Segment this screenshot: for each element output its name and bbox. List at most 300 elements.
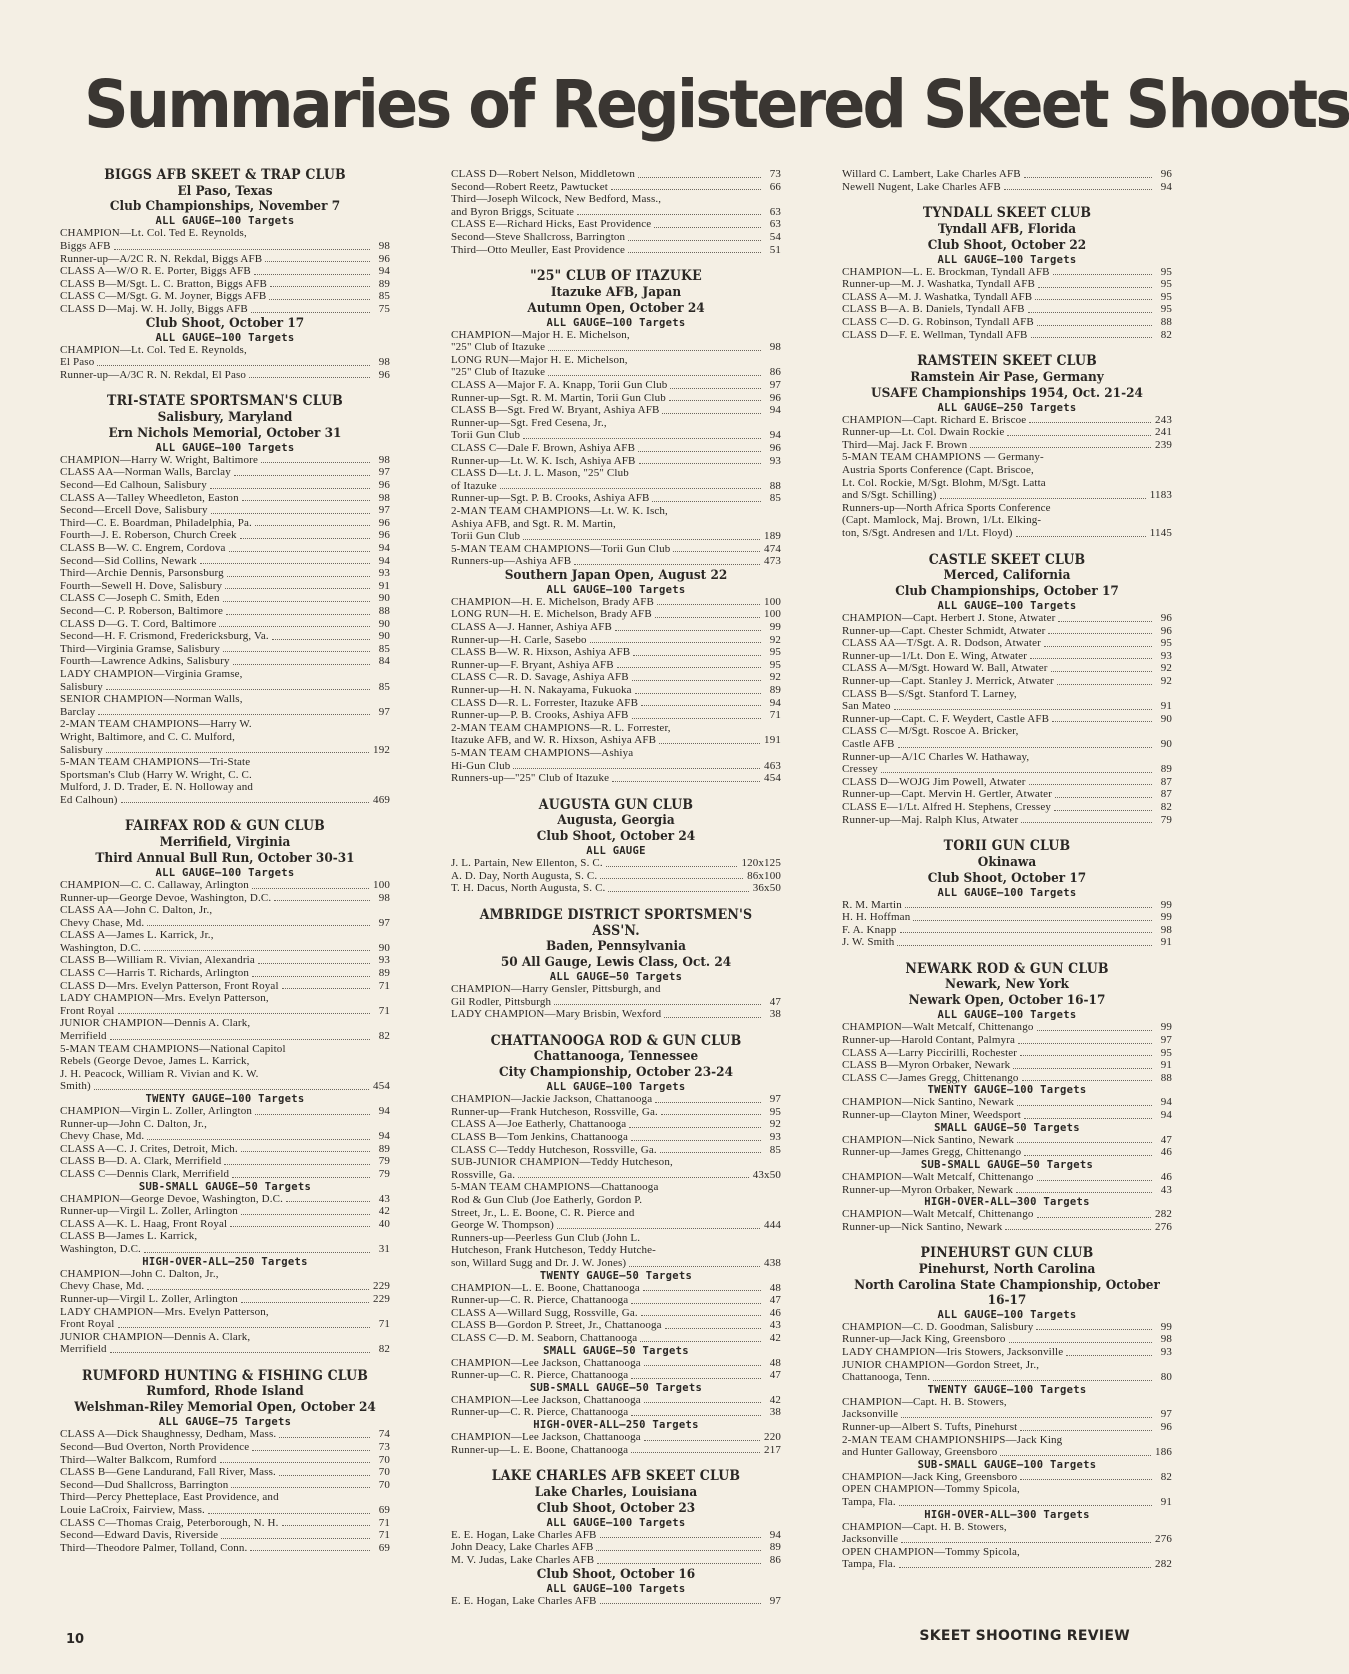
entry-score: 79 [1160,813,1172,826]
result-entry [60,980,390,993]
event-subheading: Club Shoot, October 23 [536,1500,696,1516]
dot-leader [673,551,760,552]
dot-leader [901,1542,1151,1543]
dot-leader [249,377,370,378]
dot-leader [900,932,1152,933]
entry-score: 82 [1160,328,1172,341]
dot-leader [518,1177,749,1178]
entry-text: Second—Bud Overton, North Providence [60,1440,250,1453]
entry-score: 463 [764,759,781,772]
entry-text: CHAMPION—L. E. Boone, Chattanooga [451,1281,640,1294]
entry-text: Second—Dud Shallcross, Barrington [60,1478,229,1491]
entry-text: CLASS D—WOJG Jim Powell, Atwater [842,775,1026,788]
dot-leader [660,1152,761,1153]
entry-text: Merrifield [60,1343,107,1356]
entry-text: CLASS A—C. J. Crites, Detroit, Mich. [60,1142,238,1155]
result-entry [842,1546,1172,1559]
dot-leader [220,1462,370,1463]
result-entry [60,466,390,479]
entry-text: CLASS A—James L. Karrick, Jr., [60,929,214,942]
gauge-heading: SUB-SMALL GAUGE—50 Targets [920,1158,1094,1171]
result-entry [842,1396,1172,1409]
result-entry [451,659,781,672]
result-entry [451,530,781,543]
result-entry [451,1431,781,1444]
entry-text: CLASS B—Tom Jenkins, Chattanooga [451,1131,628,1144]
dot-leader [114,249,370,250]
entry-text: Chevy Chase, Md. [60,916,145,929]
entry-score: 42 [769,1393,781,1406]
result-entry [842,1221,1172,1234]
entry-score: 98 [378,891,390,904]
entry-text: Austria Sports Conference (Capt. Briscoe, [842,464,1034,477]
entry-text: CHAMPION—Capt. Herbert J. Stone, Atwater [842,612,1056,625]
entry-text: CLASS AA—T/Sgt. A. R. Dodson, Atwater [842,637,1041,650]
result-entry [60,253,390,266]
dot-leader [662,413,761,414]
dot-leader [661,1114,761,1115]
entry-score: 94 [769,429,781,442]
result-entry [842,1471,1172,1484]
entry-score: 88 [1160,316,1172,329]
entry-score: 88 [378,604,390,617]
result-entry [60,1466,390,1479]
result-entry [842,936,1172,949]
dot-leader [897,945,1152,946]
result-entry [842,1346,1172,1359]
entry-text: CHAMPION—John C. Dalton, Jr., [60,1267,219,1280]
gauge-heading: SUB-SMALL GAUGE—100 Targets [917,1458,1097,1471]
club-name: TYNDALL SKEET CLUB [922,205,1092,222]
entry-score: 90 [1160,737,1172,750]
entry-text: Jacksonville [842,1408,899,1421]
result-entry [60,1517,390,1530]
result-entry [842,1146,1172,1159]
dot-leader [1037,1030,1153,1031]
entry-score: 63 [769,218,781,231]
result-entry [451,1529,781,1542]
result-entry [60,517,390,530]
entry-score: 85 [378,680,390,693]
entry-text: CLASS B—Gordon P. Street, Jr., Chattanooga [451,1319,662,1332]
entry-text: CLASS C—Dennis Clark, Merrifield [60,1168,230,1181]
entry-score: 85 [378,642,390,655]
entry-text: CLASS B—W. R. Hixson, Ashiya AFB [451,646,631,659]
dot-leader [881,772,1152,773]
entry-score: 82 [1160,800,1172,813]
entry-text: Runner-up—Capt. Chester Schmidt, Atwater [842,624,1046,637]
result-entry [60,794,390,807]
entry-text: San Mateo [842,700,891,713]
result-entry [842,303,1172,316]
dot-leader [913,920,1152,921]
dot-leader [242,500,370,501]
entry-text: CHAMPION—Nick Santino, Newark [842,1096,1015,1109]
dot-leader [265,261,370,262]
dot-leader [1054,810,1152,811]
entry-score: 63 [769,205,781,218]
result-entry [60,668,390,681]
event-subheading: Rumford, Rhode Island [146,1384,304,1400]
entry-text: CHAMPION—Lt. Col. Ted E. Reynolds, [60,227,247,240]
result-entry [451,1106,781,1119]
dot-leader [1028,312,1152,313]
entry-text: Washington, D.C. [60,1243,141,1256]
entry-text: CHAMPION—Capt. H. B. Stowers, [842,1395,1007,1408]
result-entry [451,1319,781,1332]
result-entry [842,426,1172,439]
column-middle [451,168,781,1608]
dot-leader [211,513,370,514]
entry-text: Runner-up—F. Bryant, Ashiya AFB [451,658,614,671]
result-entry [842,1171,1172,1184]
event-subheading: USAFE Championships 1954, Oct. 21-24 [871,385,1143,401]
dot-leader [1057,684,1152,685]
event-subheading: Club Championships, October 17 [895,584,1119,600]
dot-leader [269,299,370,300]
club-name: NEWARK ROD & GUN CLUB [905,960,1109,977]
gauge-heading: TWENTY GAUGE—100 Targets [927,1383,1087,1396]
entry-score: 86 [769,1553,781,1566]
entry-text: Second—Sid Collins, Newark [60,554,197,567]
entry-score: 99 [1160,1320,1172,1333]
gauge-heading: ALL GAUGE—100 Targets [546,316,686,329]
dot-leader [106,752,369,753]
entry-text: Runner-up—Frank Hutcheson, Rossville, Ga. [451,1105,658,1118]
dot-leader [1052,721,1152,722]
result-entry [60,706,390,719]
result-entry [842,776,1172,789]
gauge-heading: TWENTY GAUGE—100 Targets [927,1084,1087,1097]
entry-text: Second—Edward Davis, Riverside [60,1529,219,1542]
result-entry [451,1232,781,1245]
entry-text: Runner-up—James Gregg, Chittenango [842,1146,1022,1159]
dot-leader [654,227,761,228]
gauge-heading: ALL GAUGE—100 Targets [155,866,295,879]
entry-text: Third—Maj. Jack F. Brown [842,438,968,451]
entry-score: 42 [769,1331,781,1344]
result-entry [451,671,781,684]
result-entry [60,1017,390,1030]
entry-score: 43x50 [752,1168,781,1181]
result-entry [842,612,1172,625]
event-subheading: Club Shoot, October 24 [536,829,696,845]
entry-score: 36x50 [752,882,781,895]
entry-score: 94 [378,554,390,567]
entry-score: 88 [769,479,781,492]
dot-leader [110,1352,370,1353]
entry-text: Second—Ercell Dove, Salisbury [60,504,208,517]
entry-text: Runner-up—C. R. Pierce, Chattanooga [451,1294,629,1307]
dot-leader [231,1487,370,1488]
result-entry [60,1504,390,1517]
dot-leader [631,1452,760,1453]
dot-leader [596,1550,761,1551]
gauge-heading: ALL GAUGE—100 Targets [937,886,1077,899]
entry-score: 191 [764,734,781,747]
club-name: RAMSTEIN SKEET CLUB [917,353,1097,370]
entry-score: 75 [378,303,390,316]
entry-score: 98 [378,453,390,466]
dot-leader [1009,1342,1152,1343]
entry-text: Salisbury [60,680,103,693]
result-entry [451,983,781,996]
result-entry [60,529,390,542]
entry-score: 46 [769,1306,781,1319]
dot-leader [208,1513,370,1514]
dot-leader [1007,435,1151,436]
entry-text: Runner-up—C. R. Pierce, Chattanooga [451,1406,629,1419]
entry-text: CHAMPION—Nick Santino, Newark [842,1133,1015,1146]
entry-score: 69 [378,1503,390,1516]
entry-score: 91 [1160,700,1172,713]
dot-leader [255,1114,370,1115]
result-entry [60,1318,390,1331]
entry-score: 97 [1160,1408,1172,1421]
event-subheading: Newark Open, October 16-17 [908,993,1106,1009]
entry-text: CLASS D—F. E. Wellman, Tyndall AFB [842,328,1028,341]
entry-text: Runner-up—Capt. Mervin H. Gertler, Atwater [842,788,1053,801]
dot-leader [1037,325,1152,326]
dot-leader [1055,797,1152,798]
entry-text: Runner-up—M. J. Washatka, Tyndall AFB [842,278,1036,291]
result-entry [60,479,390,492]
entry-text: Biggs AFB [60,240,111,253]
dot-leader [638,451,761,452]
entry-score: 91 [1160,1496,1172,1509]
dot-leader [1051,671,1152,672]
entry-text: J. H. Peacock, William R. Vivian and K. W. [60,1067,259,1080]
entry-text: Mulford, J. D. Trader, E. N. Holloway and [60,781,253,794]
result-entry [451,1131,781,1144]
dot-leader [639,463,761,464]
entry-score: 51 [769,243,781,256]
entry-text: Runner-up—Lt. W. K. Isch, Ashiya AFB [451,454,636,467]
event-subheading: Chattanooga, Tennessee [533,1049,699,1065]
entry-score: 31 [378,1243,390,1256]
entry-text: Hutcheson, Frank Hutcheson, Teddy Hutche- [451,1244,656,1257]
result-entry [451,1008,781,1021]
dot-leader [612,781,760,782]
entry-score: 86x100 [747,869,781,882]
dot-leader [513,768,760,769]
dot-leader [274,900,370,901]
result-entry [842,1446,1172,1459]
result-entry [451,1595,781,1608]
entry-text: SUB-JUNIOR CHAMPION—Teddy Hutcheson, [451,1156,673,1169]
entry-text: Runners-up—Peerless Gun Club (John L. [451,1231,641,1244]
entry-score: 217 [764,1443,781,1456]
dot-leader [899,1567,1151,1568]
entry-text: Runner-up—Harold Contant, Palmyra [842,1034,1016,1047]
dot-leader [200,563,370,564]
result-entry [60,1479,390,1492]
result-entry [451,329,781,342]
entry-text: "25" Club of Itazuke [451,366,546,379]
entry-text: CLASS C—Thomas Craig, Peterborough, N. H. [60,1516,279,1529]
entry-text: CLASS B—James L. Karrick, [60,1230,198,1243]
dot-leader [221,1538,370,1539]
dot-leader [147,1289,369,1290]
result-entry [451,1219,781,1232]
event-subheading: Welshman-Riley Memorial Open, October 24 [74,1400,376,1416]
result-entry [842,1021,1172,1034]
result-entry [842,1521,1172,1534]
entry-text: CHAMPION—Jack King, Greensboro [842,1470,1018,1483]
result-entry [60,1542,390,1555]
result-entry [60,781,390,794]
entry-text: Torii Gun Club [451,530,521,543]
entry-score: 282 [1155,1558,1172,1571]
dot-leader [1013,1068,1152,1069]
dot-leader [1017,1142,1152,1143]
result-entry [842,713,1172,726]
entry-text: Runner-up—Maj. Ralph Klus, Atwater [842,813,1019,826]
gauge-heading: ALL GAUGE—100 Targets [546,1081,686,1094]
entry-score: 95 [769,646,781,659]
result-entry [60,954,390,967]
event-subheading: North Carolina State Championship, October 16-17 [854,1277,1160,1308]
dot-leader [644,1365,761,1366]
entry-score: 91 [1160,1059,1172,1072]
dot-leader [286,1201,370,1202]
entry-text: CLASS D—Maj. W. H. Jolly, Biggs AFB [60,303,248,316]
result-entry [451,1169,781,1182]
entry-score: 90 [378,592,390,605]
entry-score: 43 [378,1192,390,1205]
entry-score: 94 [378,1130,390,1143]
result-entry [842,899,1172,912]
entry-text: Washington, D.C. [60,941,141,954]
result-entry [842,168,1172,181]
dot-leader [894,709,1152,710]
result-entry [60,454,390,467]
entry-text: Chevy Chase, Md. [60,1130,145,1143]
entry-score: 94 [1160,1096,1172,1109]
entry-text: Tampa, Fla. [842,1558,896,1571]
result-entry [451,1541,781,1554]
result-entry [842,1533,1172,1546]
entry-text: CLASS A—M/Sgt. Howard W. Ball, Atwater [842,662,1048,675]
result-entry [842,725,1172,738]
dot-leader [664,1017,761,1018]
entry-score: 94 [378,1105,390,1118]
gauge-heading: ALL GAUGE—100 Targets [546,1582,686,1595]
entry-score: 95 [769,658,781,671]
entry-score: 97 [769,1093,781,1106]
dot-leader [643,1290,761,1291]
dot-leader [98,714,370,715]
result-entry [60,1268,390,1281]
entry-text: Runner-up—Virgil L. Zoller, Arlington [60,1205,238,1218]
club-name: AMBRIDGE DISTRICT SPORTSMEN'S ASS'N. [479,907,753,939]
result-entry [60,718,390,731]
dot-leader [631,1303,761,1304]
event-subheading: El Paso, Texas [177,183,273,199]
result-entry [451,1332,781,1345]
dot-leader [574,564,760,565]
entry-score: 98 [769,341,781,354]
entry-score: 82 [378,1030,390,1043]
entry-score: 89 [1160,763,1172,776]
entry-score: 79 [378,1155,390,1168]
entry-score: 239 [1155,438,1172,451]
result-entry [842,1359,1172,1372]
gauge-heading: SUB-SMALL GAUGE—50 Targets [138,1180,312,1193]
dot-leader [1017,1105,1152,1106]
entry-score: 97 [769,1594,781,1607]
entry-text: CHAMPION—Capt. H. B. Stowers, [842,1520,1007,1533]
dot-leader [1000,1455,1151,1456]
dot-leader [554,1004,761,1005]
entry-text: Third—Theodore Palmer, Tolland, Conn. [60,1541,248,1554]
dot-leader [933,1380,1152,1381]
dot-leader [1053,274,1152,275]
result-entry [60,917,390,930]
result-entry [451,555,781,568]
dot-leader [229,551,370,552]
result-entry [60,1205,390,1218]
entry-score: 93 [378,954,390,967]
entry-text: 2-MAN TEAM CHAMPIONSHIPS—Jack King [842,1433,1063,1446]
gauge-heading: SUB-SMALL GAUGE—50 Targets [529,1381,703,1394]
entry-text: Torii Gun Club [451,429,521,442]
entry-text: CLASS D—G. T. Cord, Baltimore [60,617,217,630]
entry-text: Runner-up—A/2C R. N. Rekdal, Biggs AFB [60,252,263,265]
entry-text: CLASS A—W/O R. E. Porter, Biggs AFB [60,265,251,278]
dot-leader [1037,1217,1152,1218]
entry-text: (Capt. Mamlock, Maj. Brown, 1/Lt. Elking- [842,514,1042,527]
entry-score: 85 [769,1143,781,1156]
entry-text: 2-MAN TEAM CHAMPIONS—R. L. Forrester, [451,721,671,734]
dot-leader [1020,1430,1152,1431]
entry-text: Louie LaCroix, Fairview, Mass. [60,1503,205,1516]
result-entry [60,1118,390,1131]
gauge-heading: ALL GAUGE—100 Targets [546,1516,686,1529]
result-entry [842,1421,1172,1434]
entry-text: Second—Ed Calhoun, Salisbury [60,479,207,492]
page-title: Summaries of Registered Skeet Shoots [84,66,1349,143]
result-entry [60,303,390,316]
dot-leader [223,601,370,602]
entry-score: 469 [373,793,390,806]
entry-text: LADY CHAMPION—Mrs. Evelyn Patterson, [60,1305,269,1318]
dot-leader [548,350,761,351]
entry-score: 40 [378,1217,390,1230]
entry-text: Runner-up—Virgil L. Zoller, Arlington [60,1292,238,1305]
entry-text: George W. Thompson) [451,1219,554,1232]
entry-text: CLASS C—R. D. Savage, Ashiya AFB [451,671,629,684]
dot-leader [617,667,761,668]
result-entry [60,1293,390,1306]
entry-text: OPEN CHAMPION—Tommy Spicola, [842,1483,1020,1496]
entry-text: J. W. Smith [842,936,895,949]
entry-text: CLASS B—M/Sgt. L. C. Bratton, Biggs AFB [60,277,267,290]
result-entry [842,464,1172,477]
dot-leader [577,214,761,215]
dot-leader [223,651,370,652]
dot-leader [665,1328,761,1329]
dot-leader [234,475,370,476]
result-entry [60,618,390,631]
entry-text: CLASS C—Teddy Hutcheson, Rossville, Ga. [451,1143,657,1156]
result-entry [451,734,781,747]
entry-score: 88 [1160,1071,1172,1084]
entry-text: Runners-up—Ashiya AFB [451,555,572,568]
entry-text: CHAMPION—Lt. Col. Ted E. Reynolds, [60,343,247,356]
entry-text: Fourth—Sewell H. Dove, Salisbury [60,579,223,592]
entry-text: CHAMPION—C. D. Goodman, Salisbury [842,1320,1034,1333]
